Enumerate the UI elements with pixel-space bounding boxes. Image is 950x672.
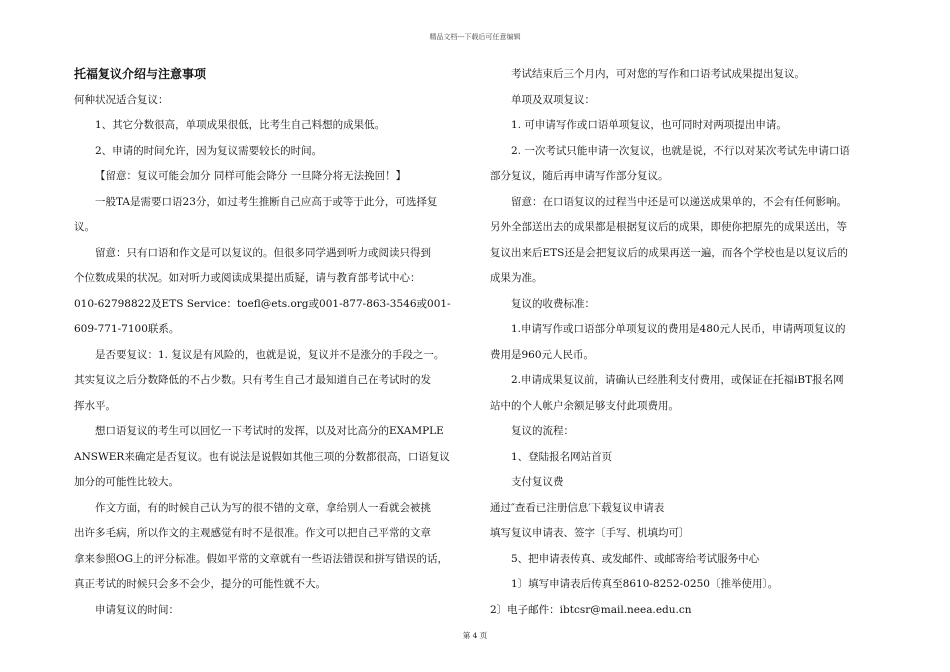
text-line: 1〕填写申请表后传真至8610-8252-0250〔推举使用〕。	[511, 578, 779, 590]
text-line: 费用是960元人民币。	[490, 348, 595, 361]
text-line: 2〕电子邮件：ibtcsr@mail.neea.edu.cn	[490, 603, 692, 616]
text-line: 【留意：复议可能会加分 同样可能会降分 一旦降分将无法挽回！】	[95, 170, 407, 182]
text-line: 1、登陆报名网站首页	[511, 450, 613, 463]
text-line: 挥水平。	[74, 399, 116, 412]
text-line: 部分复议，随后再申请写作部分复议。	[490, 170, 669, 182]
text-line: 出许多毛病，所以作文的主观感觉有时不是很准。作文可以把自己平常的文章	[74, 527, 431, 539]
text-line: 留意：只有口语和作文是可以复议的。但很多同学遇到听力或阅读只得到	[95, 246, 431, 259]
text-line: 2.申请成果复议前，请确认已经胜利支付费用，或保证在托福iBT报名网	[511, 374, 844, 386]
text-line: 成果为准。	[490, 272, 543, 284]
text-line: 拿来参照OG上的评分标准。假如平常的文章就有一些语法错误和拼写错误的话，	[74, 552, 448, 565]
text-line: 想口语复议的考生可以回忆一下考试时的发挥，以及对比高分的EXAMPLE	[95, 425, 444, 437]
text-line: 其实复议之后分数降低的不占少数。只有考生自己才最知道自己在考试时的发	[74, 374, 431, 386]
text-line: 通过″查看已注册信息′下载复议申请表	[490, 501, 665, 514]
text-line: 考试结束后三个月内，可对您的写作和口语考试成果提出复议。	[511, 68, 805, 80]
text-line: 2、申请的时间允许，因为复议需要较长的时间。	[95, 144, 323, 157]
text-line: 填写复议申请表、签字〔手写、机填均可〕	[490, 527, 690, 539]
text-line: 加分的可能性比较大。	[74, 476, 179, 488]
left-text-column	[74, 62, 474, 623]
text-line: 支付复议费	[511, 476, 564, 488]
text-line: 609-771-7100联系。	[74, 323, 180, 335]
page-footer: 第 4 页	[462, 631, 488, 640]
text-line: 议。	[74, 221, 95, 233]
text-line: 复议出来后ETS还是会把复议后的成果再送一遍，而各个学校也是以复议后的	[490, 246, 848, 259]
text-line: 申请复议的时间：	[95, 603, 179, 616]
text-line: 一般TA是需要口语23分，如过考生推断自己应高于或等于此分，可选择复	[95, 195, 438, 208]
text-line: 1. 可申请写作或口语单项复议，也可同时对两项提出申请。	[511, 119, 787, 131]
text-line: 1.申请写作或口语部分单项复议的费用是480元人民币，申请两项复议的	[511, 323, 846, 335]
text-line: 留意：在口语复议的过程当中还是可以递送成果单的，不会有任何影响。	[511, 195, 847, 208]
text-line: 作文方面，有的时候自己认为写的很不错的文章，拿给别人一看就会被挑	[95, 501, 431, 514]
text-line: 1、其它分数很高，单项成果很低，比考生自己料想的成果低。	[95, 119, 386, 131]
text-line: 010-62798822及ETS Service：toefl@ets.org或001-877-863-3546或001-	[74, 297, 451, 310]
right-text-column	[490, 62, 890, 623]
document-title: 托福复议介绍与注意事项	[74, 67, 207, 81]
text-line: 个位数成果的状况。如对听力或阅读成果提出质疑，请与教育部考试中心：	[74, 272, 421, 284]
text-line: 何种状况适合复议：	[74, 93, 169, 106]
text-line: 站中的个人帐户余额足够支付此项费用。	[490, 399, 679, 412]
text-line: 单项及双项复议：	[511, 93, 595, 106]
text-line: 2. 一次考试只能申请一次复议，也就是说，不行以对某次考试先申请口语	[511, 144, 850, 157]
page-header: 精品文档---下载后可任意编辑	[429, 33, 521, 41]
text-line: 另外全部送出去的成果都是根据复议后的成果，即使你把原先的成果送出，等	[490, 221, 847, 233]
text-line: 是否要复议：1. 复议是有风险的，也就是说，复议并不是涨分的手段之一。	[95, 348, 445, 361]
text-line: ANSWER来确定是否复议。也有说法是说假如其他三项的分数都很高，口语复议	[74, 450, 450, 463]
text-line: 5、把申请表传真、或发邮件、或邮寄给考试服务中心	[511, 552, 760, 565]
text-line: 真正考试的时候只会多不会少，提分的可能性就不大。	[74, 578, 326, 590]
text-line: 复议的收费标准：	[511, 297, 595, 310]
text-line: 复议的流程：	[511, 425, 574, 437]
